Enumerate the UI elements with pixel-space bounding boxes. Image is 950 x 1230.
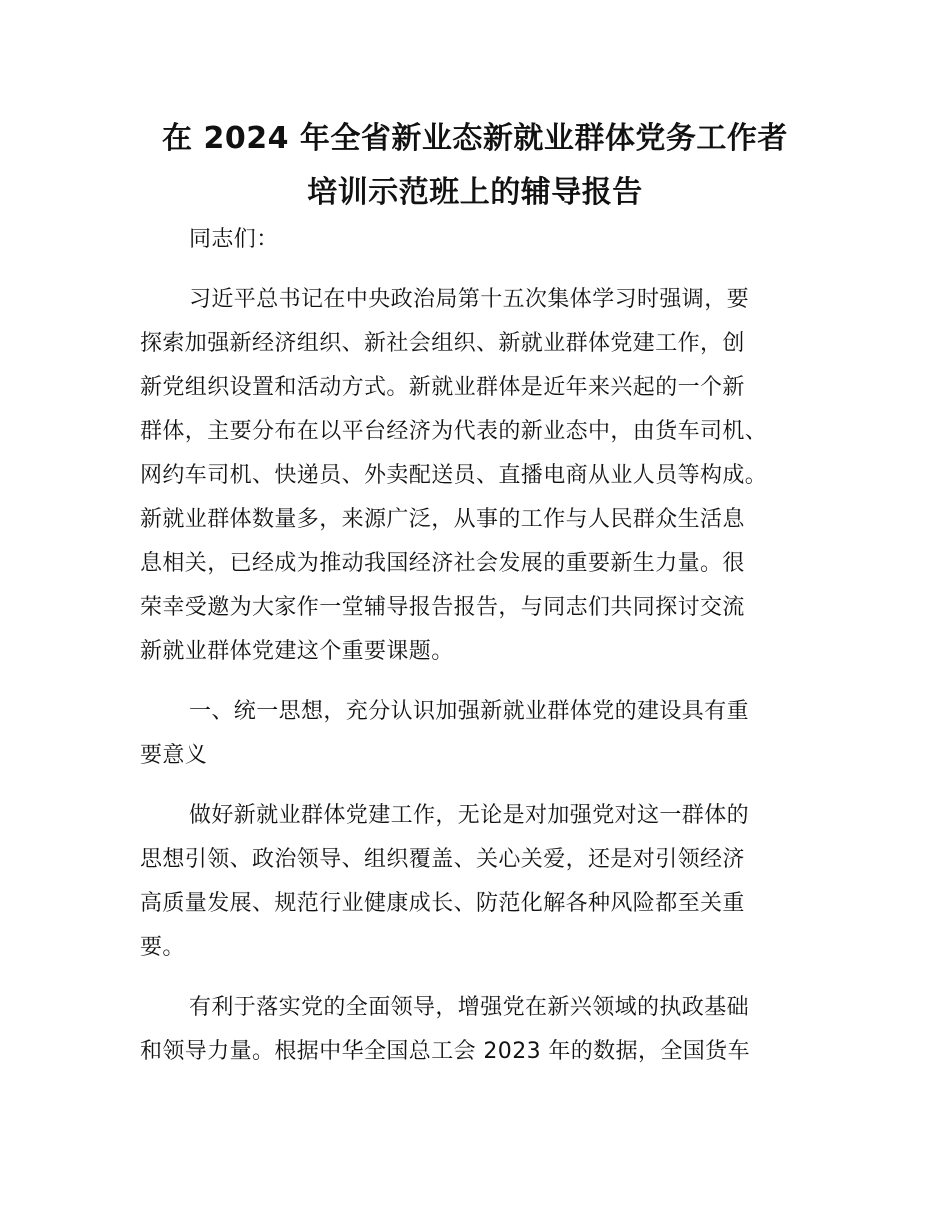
paragraph-line: 荣幸受邀为大家作一堂辅导报告报告，与同志们共同探讨交流 xyxy=(140,595,745,620)
body-paragraph xyxy=(140,794,820,970)
salutation-paragraph xyxy=(140,218,820,262)
paragraph-line: 和领导力量。根据中华全国总工会 2023 年的数据，全国货车 xyxy=(140,1039,750,1064)
paragraph-line: 新党组织设置和活动方式。新就业群体是近年来兴起的一个新 xyxy=(140,375,745,400)
paragraph-line: 要意义 xyxy=(140,743,208,768)
paragraph-line: 网约车司机、快递员、外卖配送员、直播电商从业人员等构成。 xyxy=(140,463,768,488)
title-line: 在 2024 年全省新业态新就业群体党务工作者 xyxy=(162,121,788,156)
paragraph-line: 思想引领、政治领导、组织覆盖、关心关爱，还是对引领经济 xyxy=(140,847,745,872)
paragraph-line: 高质量发展、规范行业健康成长、防范化解各种风险都至关重 xyxy=(140,891,745,916)
section-heading-paragraph xyxy=(140,690,820,778)
paragraph-line: 新就业群体党建这个重要课题。 xyxy=(140,639,454,664)
paragraph-line: 习近平总书记在中央政治局第十五次集体学习时强调，要 xyxy=(189,287,750,312)
title-line: 培训示范班上的辅导报告 xyxy=(307,175,643,210)
paragraph-line: 同志们： xyxy=(189,227,279,252)
paragraph-line: 一、统一思想，充分认识加强新就业群体党的建设具有重 xyxy=(189,699,750,724)
document-body xyxy=(140,218,820,1090)
paragraph-line: 探索加强新经济组织、新社会组织、新就业群体党建工作，创 xyxy=(140,331,745,356)
paragraph-line: 做好新就业群体党建工作，无论是对加强党对这一群体的 xyxy=(189,803,750,828)
paragraph-line: 有利于落实党的全面领导，增强党在新兴领域的执政基础 xyxy=(189,995,750,1020)
body-paragraph xyxy=(140,986,820,1074)
paragraph-line: 群体，主要分布在以平台经济为代表的新业态中，由货车司机、 xyxy=(140,419,768,444)
paragraph-line: 息相关，已经成为推动我国经济社会发展的重要新生力量。很 xyxy=(140,551,745,576)
paragraph-line: 要。 xyxy=(140,935,185,960)
intro-paragraph xyxy=(140,278,820,674)
document-title xyxy=(100,112,850,220)
paragraph-line: 新就业群体数量多，来源广泛，从事的工作与人民群众生活息 xyxy=(140,507,745,532)
